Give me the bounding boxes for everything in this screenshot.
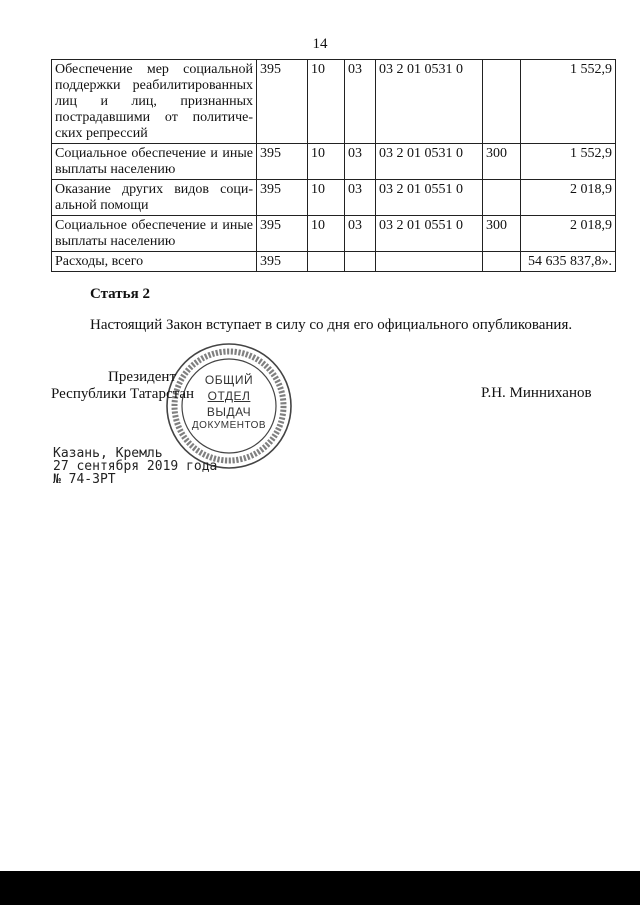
article-title: Статья 2	[90, 286, 150, 302]
stamp-line-3: ВЫДАЧ	[206, 405, 252, 419]
row-vr: 300	[483, 144, 521, 180]
row-pr	[345, 252, 376, 272]
article-text: Настоящий Закон вступает в силу со дня его официального опубликования.	[90, 317, 573, 333]
row-vr	[483, 180, 521, 216]
row-ved: 395	[257, 60, 308, 144]
row-rz: 10	[308, 60, 345, 144]
row-csr: 03 2 01 0551 0	[376, 180, 483, 216]
row-pr: 03	[345, 60, 376, 144]
signer-name: Р.Н. Минниханов	[481, 385, 592, 401]
row-ved: 395	[257, 180, 308, 216]
row-vr	[483, 252, 521, 272]
row-rz: 10	[308, 180, 345, 216]
row-name: Обеспечение мер социальной поддержки реабилитированных лиц и лиц, признанных пострадавшими от политических репрессий	[52, 60, 257, 144]
row-name: Социальное обеспечение и иные выплаты населению	[52, 144, 257, 180]
president-title-line-2: Республики Татарстан	[51, 386, 195, 402]
row-vr	[483, 60, 521, 144]
row-rz	[308, 252, 345, 272]
footer-date: 27 сентября 2019 года	[53, 459, 218, 474]
table-row	[52, 144, 616, 180]
scan-border-bar	[0, 871, 640, 905]
table-row-total	[52, 252, 616, 272]
row-csr: 03 2 01 0551 0	[376, 216, 483, 252]
row-name: Социальное обеспечение и иные выплаты населению	[52, 216, 257, 252]
row-sum: 1 552,9	[521, 60, 616, 144]
row-sum: 2 018,9	[521, 216, 616, 252]
row-name: Расходы, всего	[52, 252, 257, 272]
row-pr: 03	[345, 216, 376, 252]
row-pr: 03	[345, 180, 376, 216]
row-ved: 395	[257, 144, 308, 180]
row-csr: 03 2 01 0531 0	[376, 60, 483, 144]
row-name: Оказание других видов социальной помощи	[52, 180, 257, 216]
table-row	[52, 60, 616, 144]
row-sum: 2 018,9	[521, 180, 616, 216]
president-title-line-1: Президент	[108, 369, 176, 385]
footer-place: Казань, Кремль	[53, 446, 163, 461]
table-row	[52, 180, 616, 216]
row-rz: 10	[308, 144, 345, 180]
footer-number: № 74-ЗРТ	[53, 472, 116, 487]
president-title	[51, 369, 194, 403]
row-ved: 395	[257, 252, 308, 272]
row-pr: 03	[345, 144, 376, 180]
row-sum: 54 635 837,8».	[521, 252, 616, 272]
budget-table	[51, 59, 616, 272]
stamp-line-4: ДОКУМЕНТОВ	[191, 420, 267, 431]
stamp-line-2: ОТДЕЛ	[207, 389, 251, 403]
row-ved: 395	[257, 216, 308, 252]
stamp-line-1: ОБЩИЙ	[204, 373, 254, 387]
row-csr: 03 2 01 0531 0	[376, 144, 483, 180]
row-vr: 300	[483, 216, 521, 252]
table-row	[52, 216, 616, 252]
row-rz: 10	[308, 216, 345, 252]
page-number: 14	[312, 36, 328, 52]
row-sum: 1 552,9	[521, 144, 616, 180]
row-csr	[376, 252, 483, 272]
